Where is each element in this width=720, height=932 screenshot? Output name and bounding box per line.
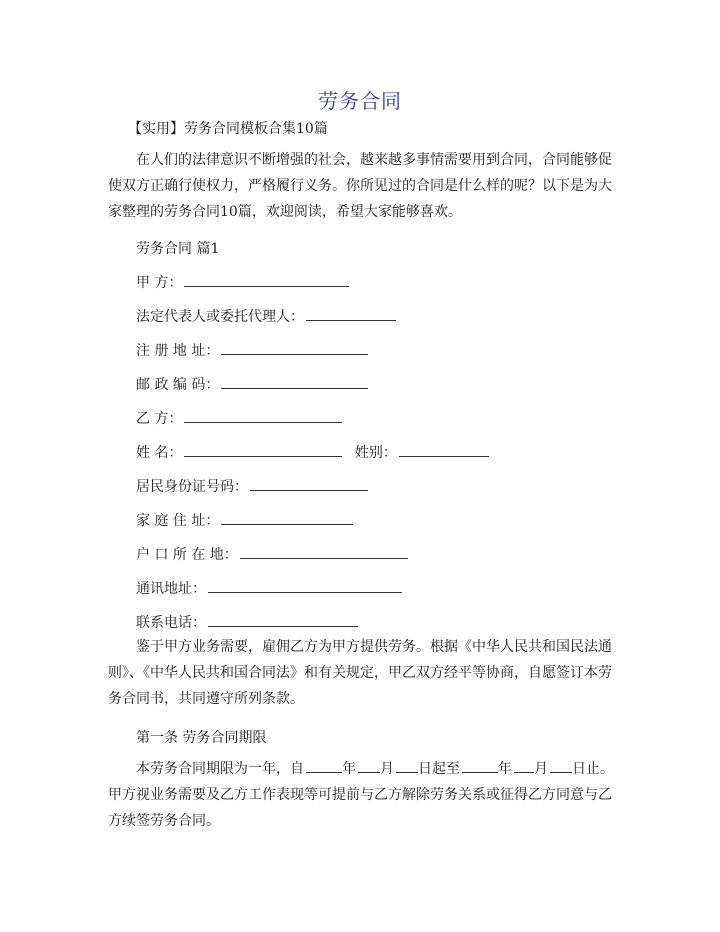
section-title: 劳务合同 篇1 (136, 241, 220, 257)
reg-address-label: 注 册 地 址： (136, 343, 220, 359)
postcode-label: 邮 政 编 码： (136, 377, 220, 393)
article1-lead: 本劳务合同期限为一年，自 (136, 761, 304, 777)
name-blank (184, 442, 342, 457)
start-day-blank (396, 758, 418, 773)
mail-address-label: 通讯地址： (136, 581, 206, 597)
reg-address-blank (221, 340, 368, 355)
reg-address-field (136, 340, 368, 360)
id-number-field (136, 476, 368, 496)
postcode-blank (221, 374, 368, 389)
phone-field (136, 612, 358, 632)
id-number-blank (250, 476, 368, 491)
home-address-blank (221, 510, 353, 525)
article1-rest: 方视业务需要及乙方工作表现等可提前与乙方解除劳务关系或征得乙方同意与乙方续签劳务合同。 (108, 787, 612, 829)
mail-address-blank (208, 578, 402, 593)
document-title: 劳务合同 (318, 89, 402, 113)
end-month-blank (514, 758, 534, 773)
party-a-label: 甲 方： (136, 275, 183, 291)
legal-rep-blank (306, 306, 396, 321)
gender-label: 姓别： (354, 445, 397, 461)
document-subtitle: 【实用】劳务合同模板合集10篇 (128, 121, 328, 137)
article1-paragraph (108, 756, 616, 834)
article1-year2: 年 (498, 761, 512, 777)
hukou-field (136, 544, 408, 564)
start-month-blank (358, 758, 380, 773)
party-b-blank (184, 408, 342, 423)
hukou-label: 户 口 所 在 地： (136, 547, 238, 563)
party-b-field (136, 408, 342, 428)
home-address-field (136, 510, 353, 530)
party-a-field (136, 272, 349, 292)
article1-month2: 月 (534, 761, 548, 777)
clause-intro-paragraph: 鉴于甲方业务需要，雇佣乙方为甲方提供劳务。根据《中华人民共和国民法通则》、《中华人民共和国合同法》和有关规定，甲乙双方经平等协商，自愿签订本劳务合同书，共同遵守所列条款。 (108, 639, 612, 707)
article1-title: 第一条 劳务合同期限 (136, 730, 267, 746)
article1-day2: 日止。甲 (108, 761, 614, 803)
phone-label: 联系电话： (136, 615, 206, 631)
end-year-blank (462, 758, 498, 773)
name-gender-field (136, 442, 489, 462)
party-b-label: 乙 方： (136, 411, 183, 427)
article1-month1: 月 (380, 761, 394, 777)
article1-day1: 日起至 (418, 761, 460, 777)
phone-blank (208, 612, 358, 627)
end-day-blank (550, 758, 572, 773)
home-address-label: 家 庭 住 址： (136, 513, 220, 529)
party-a-blank (184, 272, 349, 287)
intro-paragraph: 在人们的法律意识不断增强的社会，越来越多事情需要用到合同，合同能够促使双方正确行使权力，严格履行义务。你所见过的合同是什么样的呢？以下是为大家整理的劳务合同10篇，欢迎阅读，希望大家能够喜欢。 (108, 152, 612, 220)
gender-blank (399, 442, 489, 457)
legal-rep-label: 法定代表人或委托代理人： (136, 309, 304, 325)
article1-year1: 年 (342, 761, 356, 777)
postcode-field (136, 374, 368, 394)
name-label: 姓 名： (136, 445, 183, 461)
legal-rep-field (136, 306, 396, 326)
start-year-blank (306, 758, 342, 773)
id-number-label: 居民身份证号码： (136, 479, 248, 495)
mail-address-field (136, 578, 402, 598)
hukou-blank (240, 544, 408, 559)
